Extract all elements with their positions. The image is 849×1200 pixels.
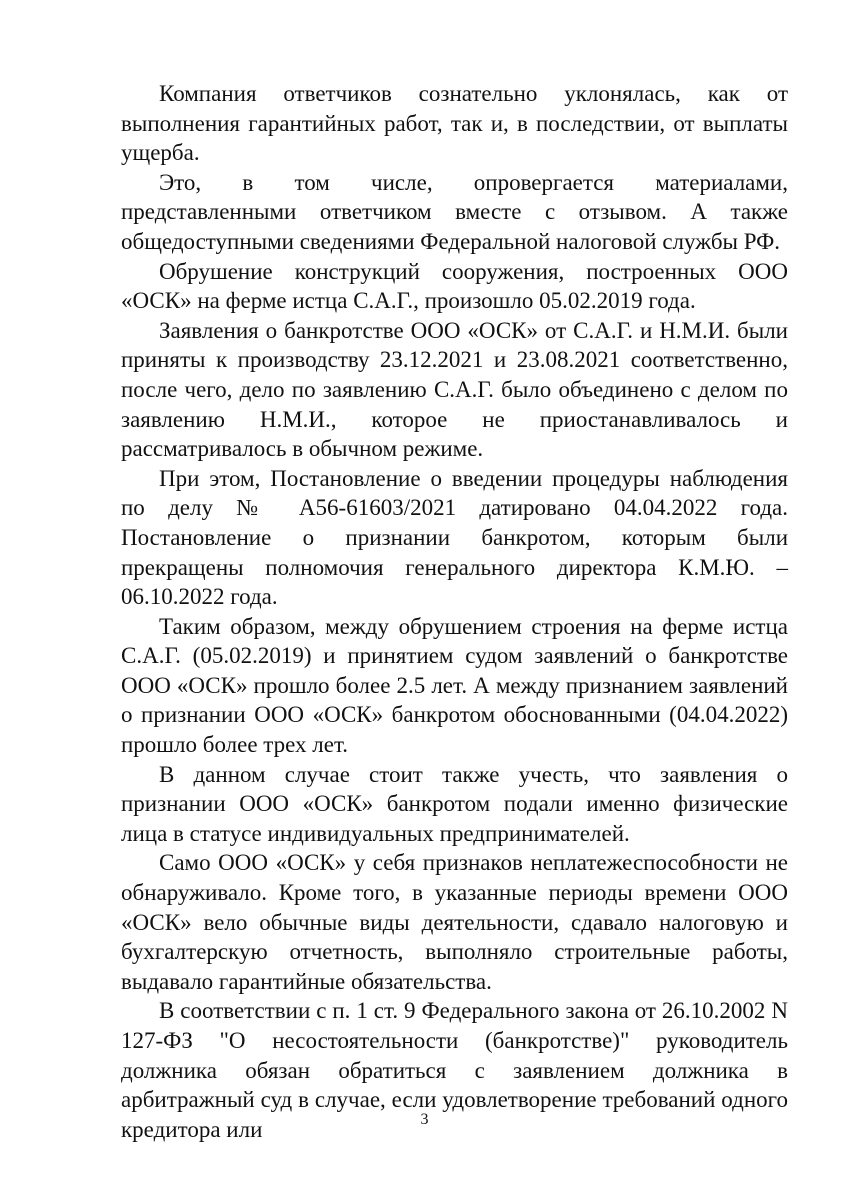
paragraph-7: В данном случае стоит также учесть, что заявления о признании ООО «ОСК» банкротом подали именно физические лица в статусе индивидуальных предпринимателей. xyxy=(121,761,788,846)
page-number: 3 xyxy=(420,1111,429,1128)
paragraph-5: При этом, Постановление о введении процедуры наблюдения по делу № А56-61603/2021 датировано 04.04.2022 года. Постановление о признании банкротом, которым были прекращены полномочия генерального директора К.М.Ю. – 06.10.2022 года. xyxy=(121,465,788,610)
paragraph-8: Само ООО «ОСК» у себя признаков неплатежеспособности не обнаруживало. Кроме того, в указанные периоды времени ООО «ОСК» вело обычные виды деятельности, сдавало налоговую и бухгалтерскую отчетность, выполняло строительные работы, выдавало гарантийные обязательства. xyxy=(121,850,788,994)
paragraph-1: Компания ответчиков сознательно уклонялась, как от выполнения гарантийных работ, так и, в последствии, от выплаты ущерба. xyxy=(121,81,788,166)
paragraph-2: Это, в том числе, опровергается материалами, представленными ответчиком вместе с отзывом. А также общедоступными сведениями Федеральной налоговой службы РФ. xyxy=(121,169,788,254)
paragraph-4: Заявления о банкротстве ООО «ОСК» от С.А.Г. и Н.М.И. были приняты к производству 23.12.2021 и 23.08.2021 соответственно, после чего, дело по заявлению С.А.Г. было объединено с делом по заявлению Н.М.И., которое не приостанавливалось и рассматривалось в обычном режиме. xyxy=(121,317,788,462)
paragraph-9: В соответствии с п. 1 ст. 9 Федерального закона от 26.10.2002 N 127-ФЗ "О несостоятельности (банкротстве)" руководитель должника обязан обратиться с заявлением должника в арбитражный суд в случае, если удовлетворение требований одного кредитора или xyxy=(121,998,788,1142)
paragraph-3: Обрушение конструкций сооружения, построенных ООО «ОСК» на ферме истца С.А.Г., произошло 05.02.2019 года. xyxy=(121,258,788,314)
paragraph-6: Таким образом, между обрушением строения на ферме истца С.А.Г. (05.02.2019) и принятием судом заявлений о банкротстве ООО «ОСК» прошло более 2.5 лет. А между признанием заявлений о признании ООО «ОСК» банкротом обоснованными (04.04.2022) прошло более трех лет. xyxy=(121,613,788,758)
document-body xyxy=(121,79,788,1144)
